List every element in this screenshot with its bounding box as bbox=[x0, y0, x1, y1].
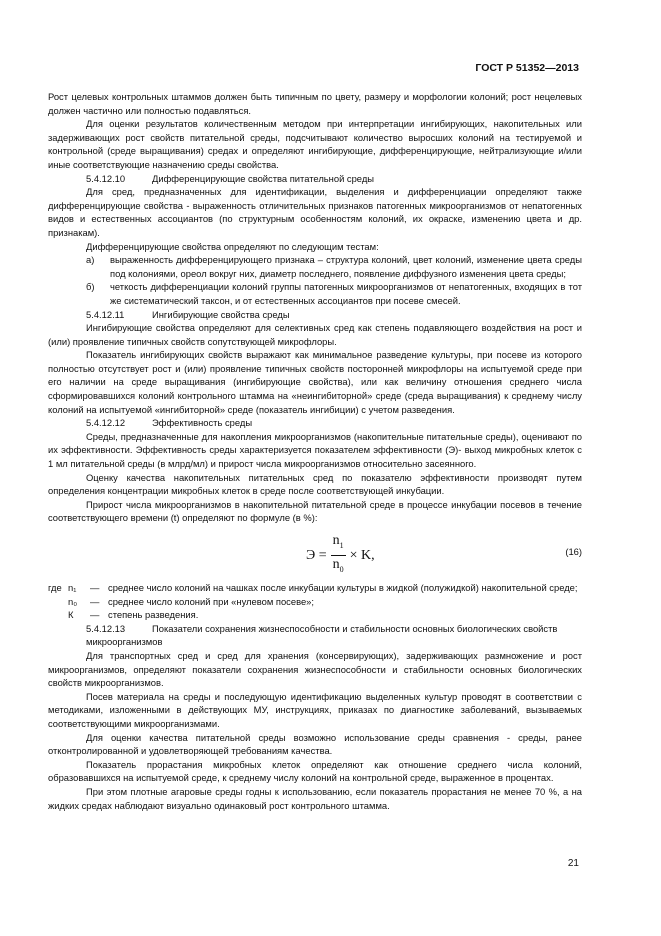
paragraph: При этом плотные агаровые среды годны к использованию, если показатель прорастания не менее 70 %, а на жидких средах наблюдают визуально одинаковый рост контрольного штамма. bbox=[48, 785, 582, 811]
section-number: 5.4.12.12 bbox=[86, 417, 126, 429]
paragraph: Среды, предназначенные для накопления микроорганизмов (накопительные питательные среды), оценивают по их эффективности. Эффективность среды характеризуется показателем эффективности (Э)- выход микробных клеток с 1 мл питательной среды (в млрд/мл) и прирост числа микроорганизмов относительно засеянного. bbox=[48, 430, 582, 470]
formula-block bbox=[48, 525, 582, 581]
formula-fraction bbox=[331, 533, 346, 578]
paragraph: Оценку качества накопительных питательных сред по показателю эффективности производят путем определения концентрации микробных клеток в среде после соответствующей инкубации. bbox=[48, 471, 582, 497]
list-item bbox=[48, 253, 582, 280]
document-body bbox=[48, 90, 582, 812]
numerator-subscript: 1 bbox=[339, 540, 344, 550]
variable-symbol: К bbox=[68, 609, 74, 621]
paragraph: Ингибирующие свойства определяют для селективных сред как степень подавляющего воздействия на рост и (или) проявление типичных свойств сопутствующей микрофлоры. bbox=[48, 322, 582, 347]
paragraph: Прирост числа микроорганизмов в накопительной питательной среде в процессе инкубации посевов в течение соответствующего времени (t) определяют по формуле (в %): bbox=[48, 498, 582, 524]
variable-definition bbox=[48, 595, 582, 609]
section-heading bbox=[48, 622, 582, 649]
list-item-label: б) bbox=[86, 281, 95, 293]
section-title: Эффективность среды bbox=[152, 417, 253, 429]
where-prefix: где bbox=[48, 582, 62, 593]
definition-dash: — bbox=[90, 582, 100, 593]
paragraph: Посев материала на среды и последующую идентификацию выделенных культур проводят в соответствии с методиками, изложенными в действующих МУ, инструкциях, приказах по диагностике заболеваний, вызываемых соответствующими микроорганизмами. bbox=[48, 690, 582, 729]
list-item-label: а) bbox=[86, 254, 95, 266]
paragraph: Дифференцирующие свойства определяют по следующим тестам: bbox=[86, 240, 379, 252]
section-heading bbox=[48, 308, 582, 322]
formula bbox=[306, 533, 375, 578]
section-number: 5.4.12.11 bbox=[86, 308, 125, 320]
variable-symbol: n₁ bbox=[68, 582, 77, 593]
formula-numerator bbox=[331, 533, 346, 556]
standard-code-header: ГОСТ Р 51352—2013 bbox=[475, 62, 579, 74]
paragraph: Для сред, предназначенных для идентификации, выделения и дифференциации определяют также дифференцирующие свойства - выраженность отличительных признаков патогенных микроорганизмов от непатогенных видов и естественных ассоциантов (по структурным особенностям колоний, их окраске, изменению цвета и др. признакам). bbox=[48, 186, 582, 238]
paragraph: Показатель прорастания микробных клеток определяют как отношение среднего числа колоний, образовавшихся на испытуемой среде, к среднему числу колоний на контрольной среде, выраженное в процентах. bbox=[48, 758, 582, 784]
paragraph: Для оценки качества питательной среды возможно использование среды сравнения - среды, ранее отконтролированной и удовлетворяющей требованиям качества. bbox=[48, 731, 582, 757]
definition-dash: — bbox=[90, 595, 100, 607]
paragraph: Для оценки результатов количественным методом при интерпретации ингибирующих, накопительных или задерживающих рост свойств питательной среды, подсчитывают количество выросших колоний на тестируемой и контрольной (среде выращивания) средах и определяют ингибирующие, дифференцирующие, нейтрализующие и/или иные соответствующие назначению среды свойства. bbox=[48, 118, 582, 170]
denominator-subscript: 0 bbox=[339, 564, 344, 574]
definition-dash: — bbox=[90, 609, 100, 621]
section-title: Ингибирующие свойства среды bbox=[152, 308, 290, 320]
section-number: 5.4.12.10 bbox=[86, 172, 126, 184]
formula-rhs: × K, bbox=[349, 547, 375, 563]
section-title: Дифференцирующие свойства питательной среды bbox=[152, 172, 375, 184]
variable-description: среднее число колоний при «нулевом посеве»; bbox=[108, 595, 314, 607]
where-prefix bbox=[48, 595, 68, 609]
paragraph: Рост целевых контрольных штаммов должен быть типичным по цвету, размеру и морфологии колоний; рост нецелевых должен частично или полностью подавляться. bbox=[48, 91, 582, 116]
variable-description: степень разведения. bbox=[108, 609, 199, 621]
variable-description: среднее число колоний на чашках после инкубации культуры в жидкой (полужидкой) накопительной среде; bbox=[108, 582, 578, 593]
variable-definition bbox=[48, 581, 582, 595]
paragraph: Для транспортных сред и сред для хранения (консервирующих), задерживающих размножение и рост микроорганизмов, определяют показатели сохранения жизнеспособности и стабильности основных биологических свойств микроорганизмов. bbox=[48, 649, 582, 689]
variable-symbol: n₀ bbox=[68, 595, 78, 607]
section-heading bbox=[48, 172, 582, 186]
formula-denominator bbox=[331, 556, 346, 578]
section-heading bbox=[48, 416, 582, 430]
formula-lhs: Э = bbox=[306, 547, 327, 563]
variable-definition bbox=[48, 608, 582, 622]
denominator-variable: n bbox=[332, 556, 340, 572]
section-title: Показатели сохранения жизнеспособности и стабильности основных биологических свойств микроорганизмов bbox=[86, 622, 558, 648]
list-item-text: выраженность дифференцирующего признака – структура колоний, цвет колоний, изменение цвета среды под колониями, ореол вокруг них, диаметр последнего, появление диффузного изменения цвета среды; bbox=[110, 254, 582, 279]
list-item bbox=[48, 280, 582, 307]
formula-number: (16) bbox=[565, 546, 582, 557]
where-prefix bbox=[48, 608, 68, 622]
list-item-text: четкость дифференциации колоний группы патогенных микроорганизмов от непатогенных, входящих в тот же систематический таксон, и от естественных ассоциантов при посеве смесей. bbox=[110, 281, 582, 306]
numerator-variable: n bbox=[332, 533, 340, 548]
page-number: 21 bbox=[567, 858, 579, 869]
paragraph: Показатель ингибирующих свойств выражают как минимальное разведение культуры, при посеве из которого полностью отсутствует рост и (или) проявление типичных свойств посторонней микрофлоры на испытуемой среде при его наличии на среде выращивания (ингибирующие свойства), или как величину отношения среднего числа сформировавшихся колоний контрольного штамма на «неингибиторной» среде (среда выращивания) к среднему числу колоний на испытуемой «ингибиторной» среде (показатель ингибиции) с учетом разведения. bbox=[48, 349, 582, 415]
section-number: 5.4.12.13 bbox=[86, 622, 126, 634]
